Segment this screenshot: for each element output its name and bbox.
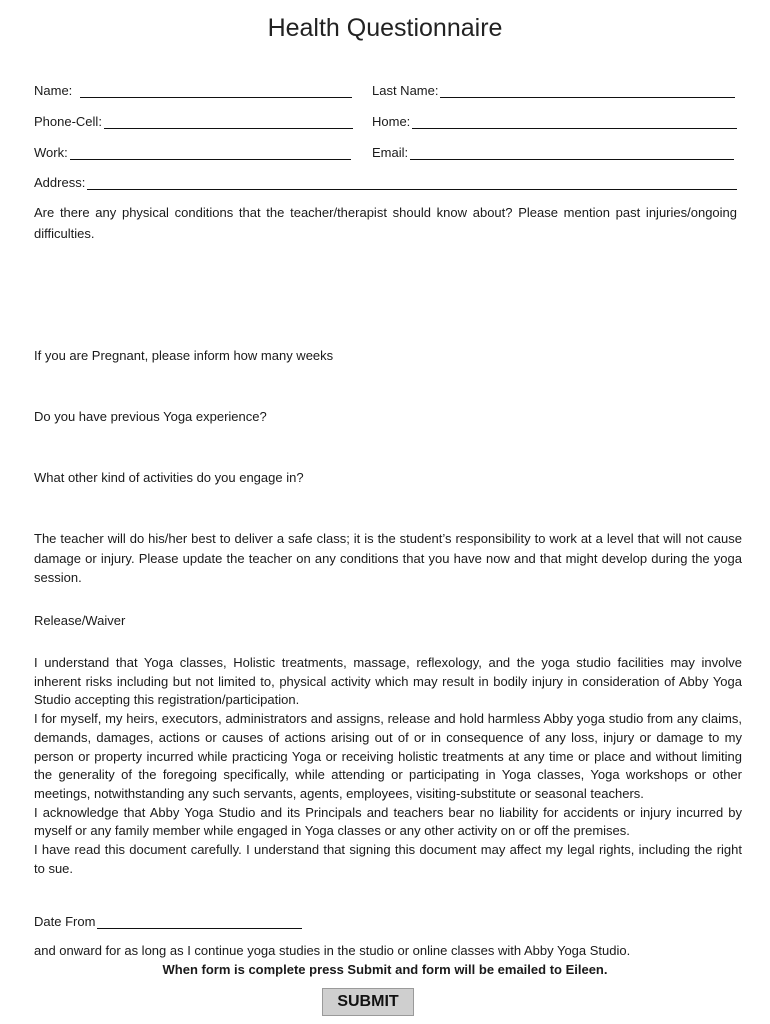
submit-button[interactable]: SUBMIT	[322, 988, 414, 1016]
work-input-line[interactable]	[70, 145, 351, 160]
phone-cell-field[interactable]	[34, 109, 353, 129]
address-input-line[interactable]	[87, 175, 737, 190]
last-name-input-line[interactable]	[440, 83, 735, 98]
date-from-field[interactable]	[34, 909, 302, 929]
conditions-answer-area[interactable]	[34, 246, 737, 336]
work-label: Work:	[34, 145, 68, 160]
page-title: Health Questionnaire	[267, 14, 503, 42]
yoga-experience-answer-area[interactable]	[34, 429, 737, 463]
date-from-label: Date From	[34, 914, 96, 929]
email-input-line[interactable]	[410, 145, 734, 160]
safety-notice-text: The teacher will do his/her best to deliver a safe class; it is the student’s responsibility to work at a level that will not cause damage or injury. Please update the teacher on any conditions that you have now and that might develop during the yoga session.	[34, 531, 742, 585]
name-field[interactable]	[34, 78, 352, 98]
waiver-text	[34, 654, 742, 878]
home-label: Home:	[372, 114, 411, 129]
pregnant-answer-area[interactable]	[34, 368, 737, 402]
submit-note: When form is complete press Submit and form will be emailed to Eileen.	[162, 962, 608, 977]
conditions-question: Are there any physical conditions that the teacher/therapist should know about? Please mention past injuries/ongoing difficulties.	[34, 205, 737, 241]
activities-answer-area[interactable]	[34, 490, 737, 524]
pregnant-question: If you are Pregnant, please inform how many weeks	[34, 348, 334, 363]
address-field[interactable]	[34, 170, 737, 190]
waiver-paragraph: I have read this document carefully. I understand that signing this document may affect my legal rights, including the right to sue.	[34, 842, 742, 876]
date-from-input-line[interactable]	[97, 914, 302, 929]
waiver-paragraph: I for myself, my heirs, executors, administrators and assigns, release and hold harmless Abby yoga studio from any claims, demands, damages, actions or causes of actions arising out of or in consequence of any loss, injury or damage to my person or property incurred while practicing Yoga or receiving holistic treatments at any time or place and without limiting the generality of the foregoing specifically, while attending or participating in Yoga classes, Yoga workshops or other meetings, notwithstanding any such servants, agents, employees, visiting-substitute or seasonal teachers.	[34, 711, 742, 801]
waiver-paragraph: I understand that Yoga classes, Holistic treatments, massage, reflexology, and the yoga studio facilities may involve inherent risks including but not limited to, physical activity which may result in bodily injury in consideration of Abby Yoga Studio accepting this registration/participation.	[34, 655, 742, 708]
name-input-line[interactable]	[80, 83, 352, 98]
email-field[interactable]	[372, 140, 734, 160]
activities-question: What other kind of activities do you engage in?	[34, 470, 304, 485]
yoga-experience-question: Do you have previous Yoga experience?	[34, 409, 267, 424]
phone-cell-input-line[interactable]	[104, 114, 353, 129]
last-name-label: Last Name:	[372, 83, 439, 98]
name-label: Name:	[34, 83, 73, 98]
onward-text: and onward for as long as I continue yoga studies in the studio or online classes with Abby Yoga Studio.	[34, 943, 631, 958]
last-name-field[interactable]	[372, 78, 735, 98]
address-label: Address:	[34, 175, 86, 190]
phone-cell-label: Phone-Cell:	[34, 114, 102, 129]
email-label: Email:	[372, 145, 409, 160]
home-field[interactable]	[372, 109, 737, 129]
waiver-heading: Release/Waiver	[34, 613, 126, 628]
safety-notice	[34, 529, 742, 588]
work-field[interactable]	[34, 140, 351, 160]
waiver-paragraph: I acknowledge that Abby Yoga Studio and its Principals and teachers bear no liability for accidents or injury incurred by myself or any family member while engaged in Yoga classes or any other activity on or off the premises.	[34, 804, 742, 839]
home-input-line[interactable]	[412, 114, 737, 129]
